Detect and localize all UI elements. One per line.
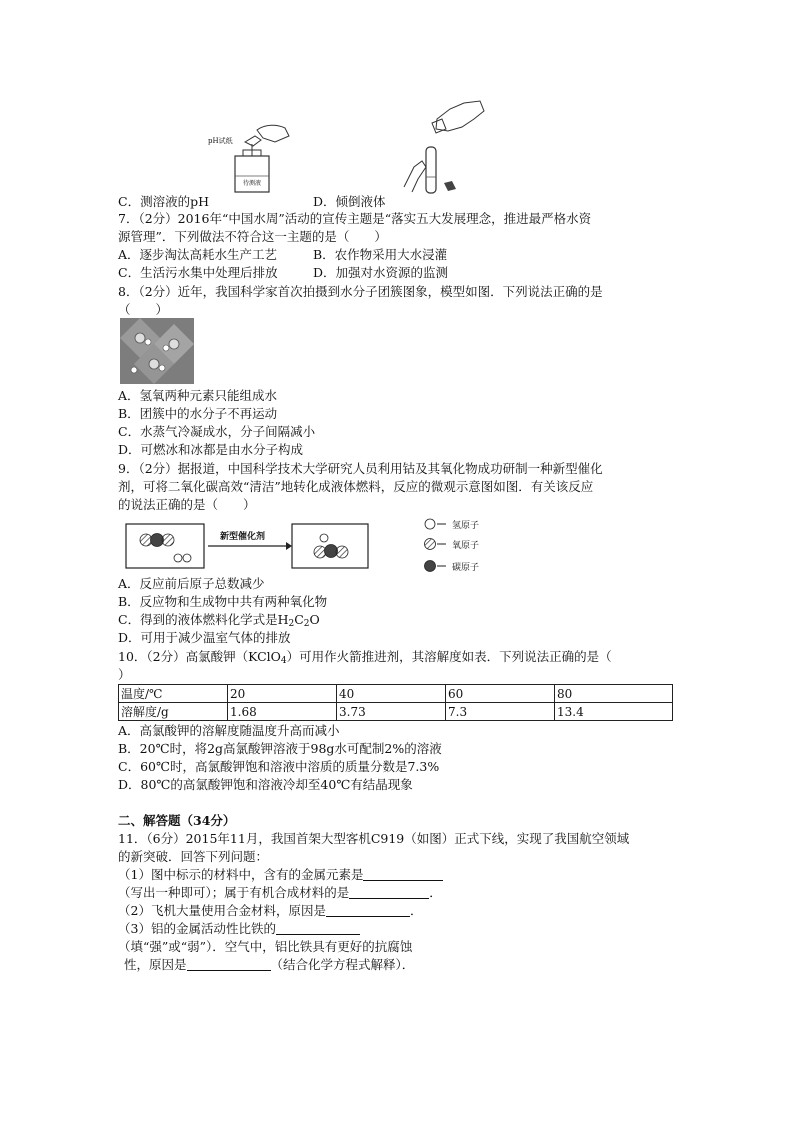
q11-part3-text: （3）铝的金属活动性比铁的 <box>118 921 276 936</box>
solubility-cell: 7.3 <box>446 703 555 721</box>
solubility-cell: 13.4 <box>555 703 673 721</box>
temp-cell: 40 <box>337 685 446 703</box>
q8-option-d: D．可燃冰和冰都是由水分子构成 <box>118 442 304 457</box>
q7-stem-line1: 7．（2分）2016年“中国水周”活动的宣传主题是“落实五大发展理念，推进最严格水资 <box>118 211 592 226</box>
q10-stem-line1 <box>118 648 612 670</box>
answer-blank-corrosion-reason[interactable] <box>187 958 271 971</box>
q11-part3-line1 <box>118 920 360 938</box>
legend-hydrogen: 氢原子 <box>452 521 480 531</box>
q6-option-d: D．倾倒液体 <box>313 194 386 209</box>
q10-option-c: C．60℃时，高氯酸钾饱和溶液中溶质的质量分数是7.3% <box>118 759 440 774</box>
q8-stem-line1: 8．（2分）近年，我国科学家首次拍摄到水分子团簇图象，模型如图．下列说法正确的是 <box>118 284 603 299</box>
legend-oxygen: 氧原子 <box>452 541 480 551</box>
q10-stem-sub: 4 <box>280 656 287 666</box>
q9-c-prefix: C．得到的液体燃料化学式是H <box>118 612 289 627</box>
q9-c-end: O <box>309 612 320 627</box>
q9-option-a: A．反应前后原子总数减少 <box>118 576 265 591</box>
answer-blank-alloy-reason[interactable] <box>326 904 410 917</box>
q8-option-b: B．团簇中的水分子不再运动 <box>118 406 278 421</box>
q9-stem-line3: 的说法正确的是（ ） <box>118 497 256 512</box>
q11-part1-text2: （写出一种即可）；属于有机合成材料的是 <box>118 885 350 900</box>
solubility-cell: 1.68 <box>228 703 337 721</box>
q11-part1-text: （1）图中标示的材料中，含有的金属元素是 <box>118 867 364 882</box>
legend-carbon: 碳原子 <box>452 563 480 573</box>
q11-part1-end: ． <box>429 885 442 900</box>
catalyst-label: 新型催化剂 <box>220 532 266 542</box>
q10-option-b: B．20℃时，将2g高氯酸钾溶液于98g水可配制2%的溶液 <box>118 741 442 756</box>
q9-c-sub1: 2 <box>288 619 295 629</box>
table-row <box>119 703 673 721</box>
q11-stem-line1: 11．（6分）2015年11月，我国首架大型客机C919（如图）正式下线，实现了我国航空领域 <box>118 831 630 846</box>
answer-blank-activity[interactable] <box>276 922 360 935</box>
bottle-label: 待测液 <box>243 180 262 187</box>
q7-option-b: B．农作物采用大水浸灌 <box>313 247 448 262</box>
q11-part3-text3: 性，原因是 <box>124 957 187 972</box>
water-cluster-image <box>120 318 194 384</box>
q11-part2-text: （2）飞机大量使用合金材料，原因是 <box>118 903 326 918</box>
ph-paper-label: pH试纸 <box>208 137 233 145</box>
q11-part2-end: ． <box>409 903 423 918</box>
pour-liquid-drawing <box>392 97 492 200</box>
section-title: 二、解答题（34分） <box>118 813 236 828</box>
q11-part3-end: （结合化学方程式解释）． <box>270 957 415 972</box>
q9-stem-line1: 9．（2分）据报道，中国科学技术大学研究人员利用钴及其氧化物成功研制一种新型催化 <box>118 461 603 476</box>
ph-test-figure <box>205 116 305 196</box>
q10-option-a: A．高氯酸钾的溶解度随温度升高而减小 <box>118 723 340 738</box>
q8-stem-line2: （ ） <box>118 302 169 317</box>
q11-part3-line3 <box>124 956 414 974</box>
answer-blank-organic-material[interactable] <box>349 886 429 899</box>
q10-option-d: D．80℃的高氯酸钾饱和溶液冷却至40℃有结晶现象 <box>118 777 413 792</box>
q9-option-b: B．反应物和生成物中共有两种氧化物 <box>118 594 328 609</box>
solubility-cell: 3.73 <box>337 703 446 721</box>
q7-option-d: D．加强对水资源的监测 <box>313 265 449 280</box>
q10-stem-prefix: 10．（2分）高氯酸钾（KClO <box>118 649 281 664</box>
temp-header-cell: 温度/℃ <box>119 685 228 703</box>
q10-stem-suffix: ）可用作火箭推进剂，其溶解度如表．下列说法正确的是（ <box>286 649 612 664</box>
q11-stem-line2: 的新突破．回答下列问题： <box>118 849 269 864</box>
answer-blank-metal-element[interactable] <box>363 868 443 881</box>
solubility-header-cell: 溶解度/g <box>119 703 228 721</box>
q11-part2 <box>118 902 422 920</box>
q9-stem-line2: 剂，可将二氧化碳高效“清洁”地转化成液体燃料，反应的微观示意图如图．有关该反应 <box>118 479 594 494</box>
q7-option-a: A．逐步淘汰高耗水生产工艺 <box>118 247 278 262</box>
q9-option-d: D．可用于减少温室气体的排放 <box>118 630 291 645</box>
q11-part3-line2: （填“强”或“弱”）．空气中，铝比铁具有更好的抗腐蚀 <box>118 939 413 954</box>
reaction-diagram <box>120 516 500 574</box>
temp-cell: 80 <box>555 685 673 703</box>
q9-c-sub2: 2 <box>303 619 310 629</box>
q7-stem-line2: 源管理”．下列做法不符合这一主题的是（ ） <box>118 229 387 244</box>
q6-option-c: C．测溶液的pH <box>118 194 209 209</box>
water-cluster-model <box>120 318 194 384</box>
reaction-micro-model <box>120 516 500 574</box>
q8-option-c: C．水蒸气冷凝成水，分子间隔减小 <box>118 424 316 439</box>
q8-option-a: A．氢氧两种元素只能组成水 <box>118 388 278 403</box>
pour-liquid-figure <box>392 97 492 200</box>
temp-cell: 60 <box>446 685 555 703</box>
q9-c-mid: C <box>294 612 304 627</box>
q7-option-c: C．生活污水集中处理后排放 <box>118 265 278 280</box>
q11-part1-line2 <box>118 884 442 902</box>
solubility-table <box>118 684 673 721</box>
q11-part1-line1 <box>118 866 443 884</box>
table-row <box>119 685 673 703</box>
temp-cell: 20 <box>228 685 337 703</box>
q10-stem-line2: ） <box>118 667 131 682</box>
